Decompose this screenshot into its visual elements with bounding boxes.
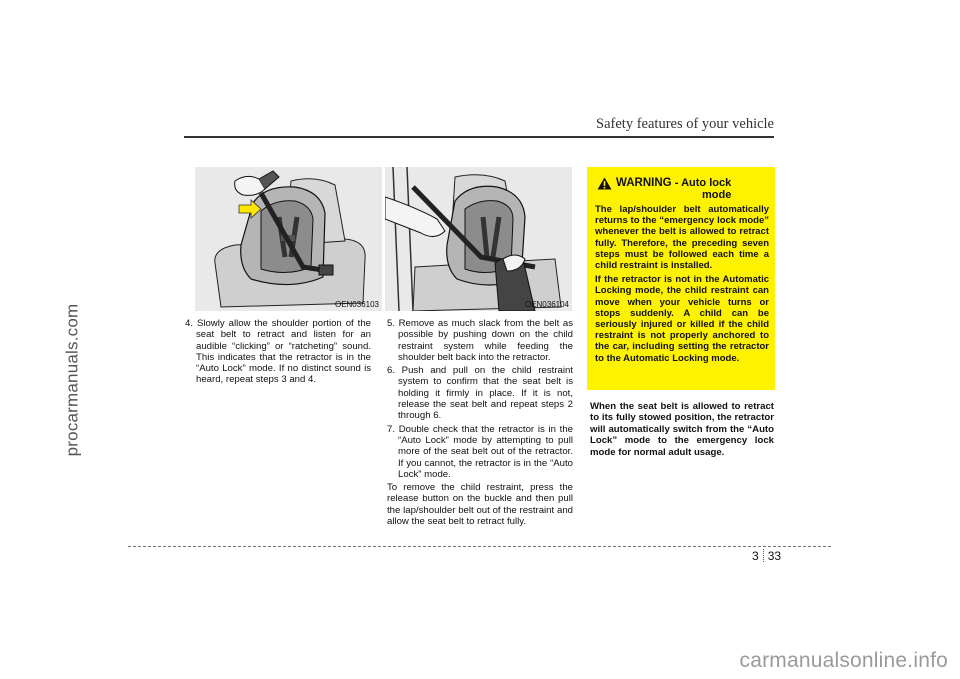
warning-paragraph: The lap/shoulder belt automatically returns to the “emergency lock mode” whenever the belt is allowed to retract fully. Therefore, the preceding seven steps must be followed each time a child restraint is installed.	[595, 204, 769, 272]
warning-subtitle-line2: mode	[702, 189, 732, 201]
header-rule	[184, 136, 774, 138]
section-title: Safety features of your vehicle	[596, 116, 774, 132]
warning-body	[595, 204, 769, 367]
step-7: 7. Double check that the retractor is in the “Auto Lock” mode by attempting to pull more of the seat belt out of the retractor. If you cannot, the retractor is in the “Auto Lock” mode.	[387, 423, 573, 480]
auto-switch-paragraph: When the seat belt is allowed to retract to its fully stowed position, the retractor will automatically switch from the “Auto Lock” mode to the emergency lock mode for normal adult usage.	[590, 401, 774, 458]
column-3	[590, 401, 774, 458]
child-seat-illustration-1	[195, 167, 382, 311]
figure-code: OEN036103	[334, 300, 379, 309]
child-seat-illustration-2	[385, 167, 572, 311]
warning-paragraph: If the retractor is not in the Automatic Locking mode, the child restraint can move when your vehicle turns or stops suddenly. A child can be seriously injured or killed if the child restraint is not properly anchored to the car, including setting the retractor to the Automatic Locking mode.	[595, 274, 769, 364]
footer-rule	[128, 546, 831, 547]
side-watermark	[62, 220, 138, 480]
chapter-number: 3	[752, 549, 759, 563]
figure-remove-slack	[385, 167, 572, 311]
figure-code: OEN036104	[524, 300, 569, 309]
bottom-watermark: carmanualsonline.info	[739, 649, 948, 672]
step-6: 6. Push and pull on the child restraint system to confirm that the seat belt is holding it firmly in place. If it is not, release the seat belt and repeat steps 2 through 6.	[387, 365, 573, 422]
side-watermark-text: procarmanuals.com	[62, 303, 82, 457]
warning-title-word: WARNING	[616, 177, 672, 189]
column-2	[387, 318, 573, 527]
page-number-value: 33	[767, 549, 782, 563]
figure-shoulder-belt-retract	[195, 167, 382, 311]
column-1	[185, 318, 371, 388]
warning-box	[587, 167, 775, 390]
page-number	[752, 549, 781, 563]
step-4: 4. Slowly allow the shoulder portion of the seat belt to retract and listen for an audible “clicking” or “ratcheting” sound. This indicates that the retractor is in the “Auto Lock” mode. If no distinct sound is heard, repeat steps 3 and 4.	[185, 318, 371, 386]
warning-subtitle: - Auto lock	[674, 177, 732, 189]
step-5: 5. Remove as much slack from the belt as possible by pushing down on the child restraint system while feeding the shoulder belt back into the retractor.	[387, 318, 573, 363]
page-number-separator	[763, 549, 764, 562]
warning-title	[616, 177, 731, 189]
warning-triangle-icon	[597, 177, 612, 190]
remove-restraint-paragraph: To remove the child restraint, press the release button on the buckle and then pull the lap/shoulder belt out of the restraint and allow the seat belt to retract fully.	[387, 482, 573, 528]
